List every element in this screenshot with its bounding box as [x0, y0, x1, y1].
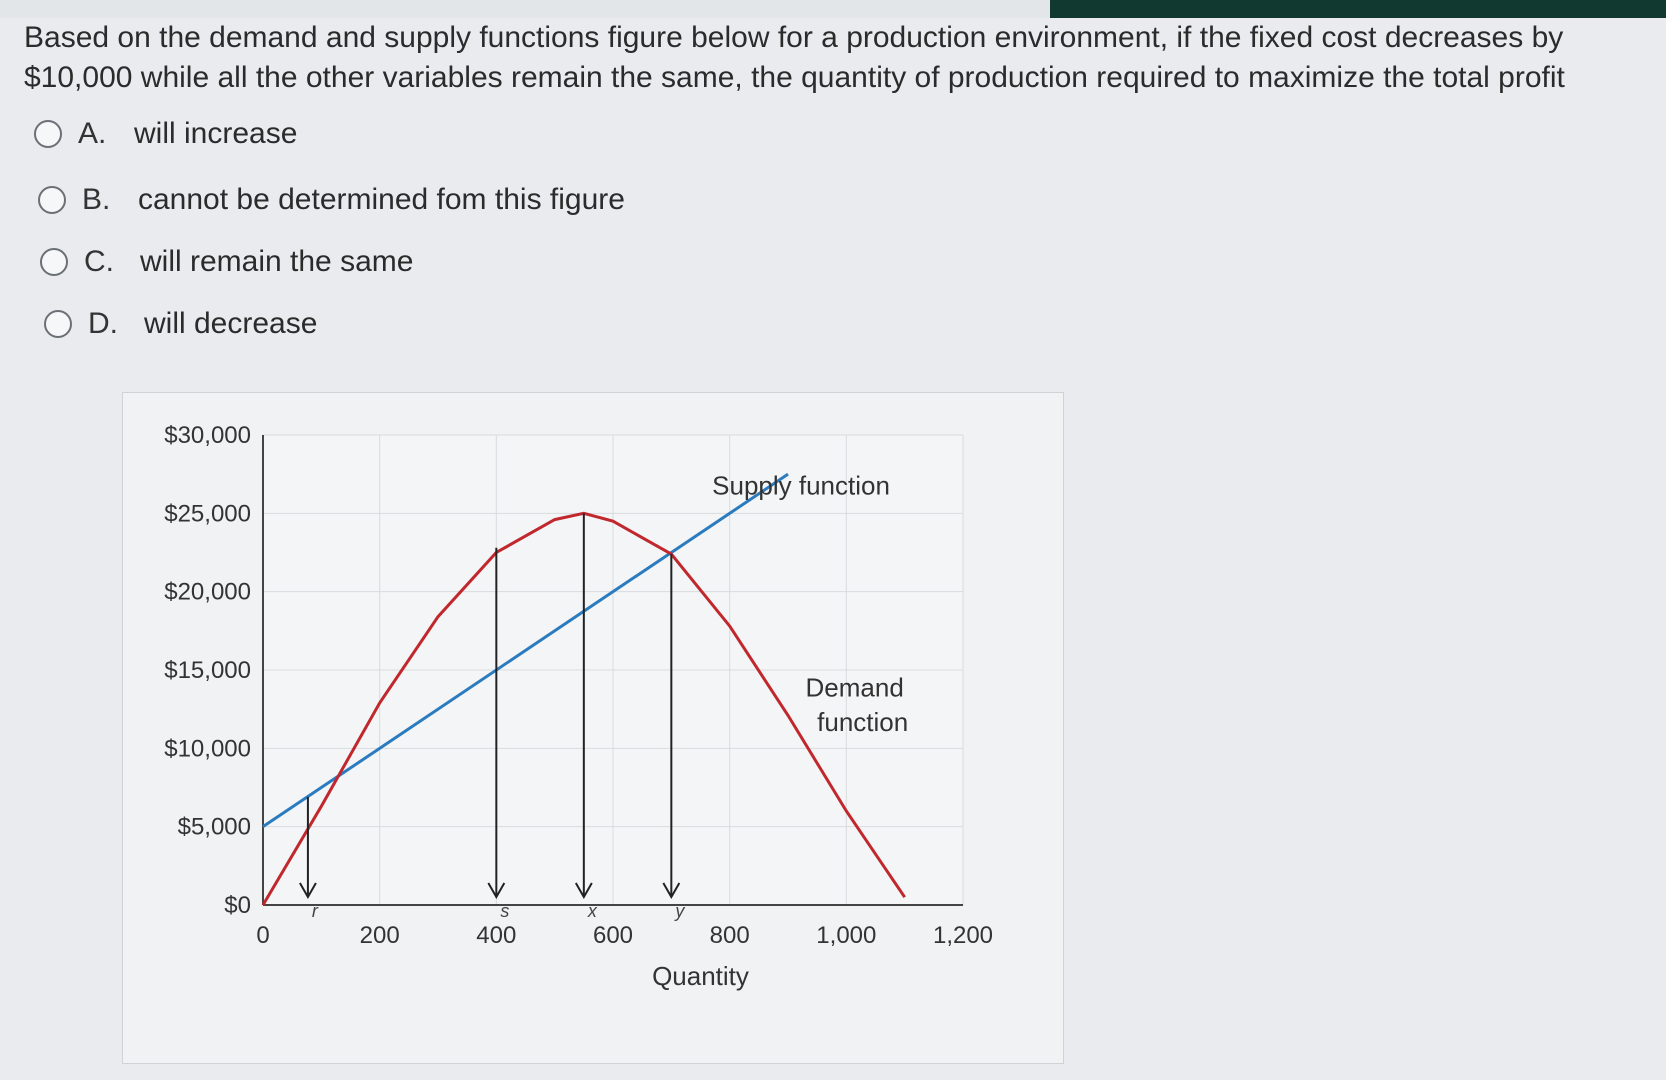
point-label-s: s	[500, 901, 510, 921]
option-c-letter: C.	[84, 245, 114, 278]
y-tick-label: $30,000	[164, 422, 251, 449]
option-a-label: will increase	[134, 117, 298, 150]
top-bar-dark-strip	[1050, 0, 1666, 18]
x-tick-label: 800	[709, 922, 750, 949]
x-tick-label: 200	[359, 922, 400, 949]
x-tick-label: 600	[592, 922, 634, 949]
option-c[interactable]	[40, 242, 413, 282]
point-label-r: r	[311, 901, 318, 921]
option-b-radio[interactable]	[38, 186, 66, 214]
option-c-radio[interactable]	[40, 248, 68, 276]
demand-function-annotation: Demand	[805, 672, 904, 703]
option-a-radio[interactable]	[34, 120, 62, 148]
question-text: Based on the demand and supply functions figure below for a production environment, if the fixed cost decreases by $10,000 while all the other variables remain the same, the quantity of production required to maximize the total profit	[24, 21, 1565, 94]
option-b-letter: B.	[82, 183, 111, 216]
y-tick-label: $10,000	[164, 735, 251, 763]
y-tick-label: $5,000	[177, 813, 251, 841]
option-a-letter: A.	[78, 117, 107, 150]
chart-figure	[122, 392, 1064, 1064]
option-a[interactable]	[34, 114, 297, 154]
point-label-x: x	[587, 901, 597, 921]
option-d-label: will decrease	[144, 307, 318, 340]
x-tick-label: 0	[256, 922, 270, 949]
x-tick-label: 1,200	[932, 922, 994, 949]
y-tick-label: $15,000	[164, 657, 251, 684]
y-tick-label: $20,000	[164, 578, 251, 606]
x-tick-label: 400	[476, 922, 517, 949]
x-axis-label: Quantity	[652, 961, 749, 991]
option-d[interactable]	[44, 304, 317, 344]
supply-function-annotation: Supply function	[712, 470, 890, 501]
option-d-letter: D.	[88, 307, 118, 340]
option-b-label: cannot be determined fom this figure	[138, 183, 625, 216]
x-tick-label: 1,000	[816, 922, 877, 949]
demand-function-annotation-2: function	[817, 707, 909, 738]
chart-svg	[123, 393, 1063, 1063]
y-tick-label: $0	[224, 892, 251, 919]
y-tick-label: $25,000	[164, 500, 251, 528]
option-d-radio[interactable]	[44, 310, 72, 338]
option-c-label: will remain the same	[140, 245, 414, 278]
point-label-y: y	[675, 901, 685, 921]
option-b[interactable]	[38, 180, 625, 220]
